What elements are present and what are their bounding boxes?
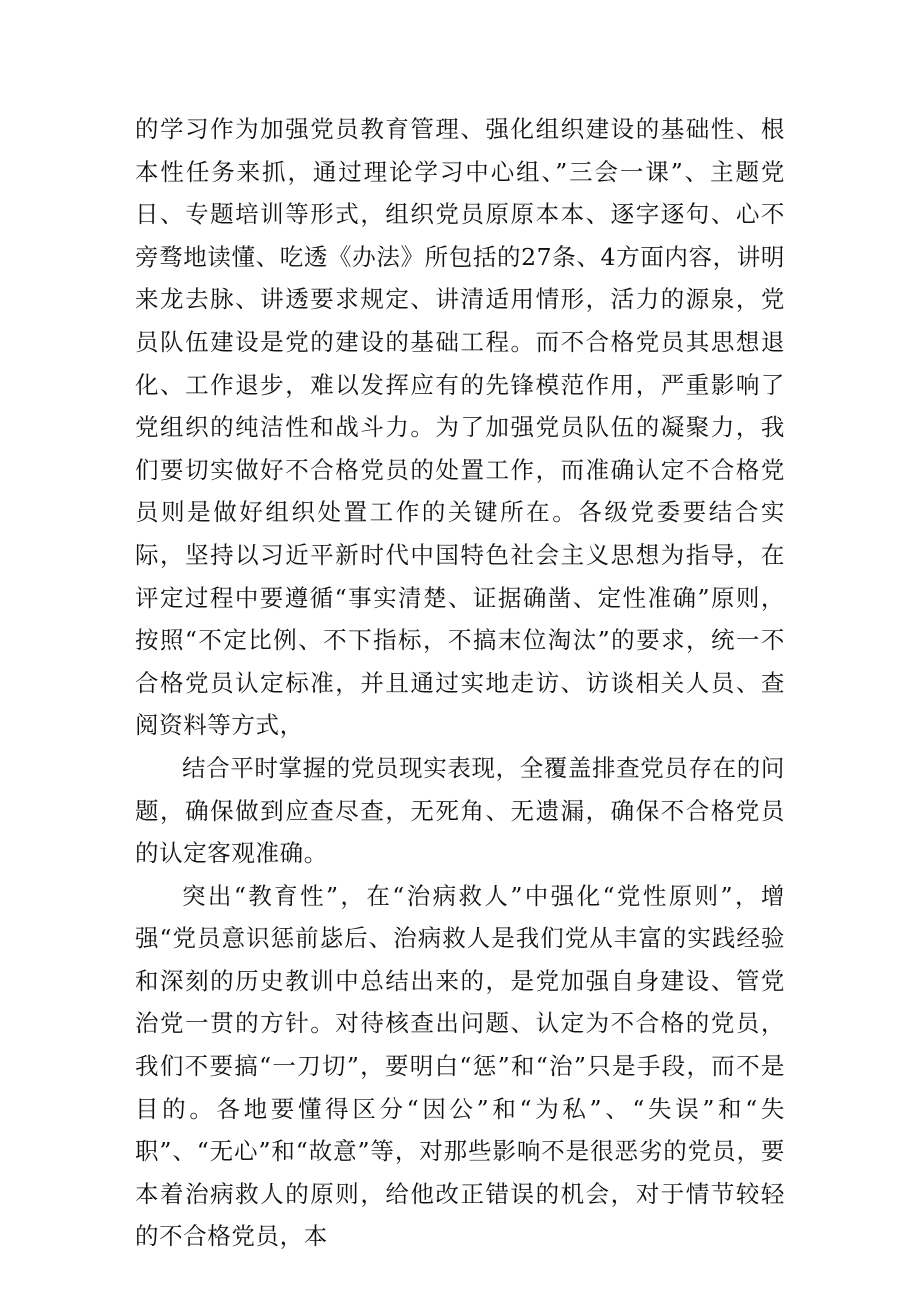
paragraph-education: 突出“教育性”，在“治病救人”中强化“党性原则”，增强“党员意识惩前毖后、治病救人是我们党从丰富的实践经验和深刻的历史教训中总结出来的，是党加强自身建设、管党治党一贯的方针。对待核查出问题、认定为不合格的党员，我们不要搞“一刀切”，要明白“惩”和“治”只是手段，而不是目的。各地要懂得区分“因公”和“为私”、“失误”和“失职”、“无心”和“故意”等，对那些影响不是很恶劣的党员，要本着治病救人的原则，给他改正错误的机会，对于情节较轻的不合格党员，本	[135, 881, 785, 1251]
document-body	[135, 108, 785, 1258]
paragraph-continuation: 的学习作为加强党员教育管理、强化组织建设的基础性、根本性任务来抓，通过理论学习中心组、”三会一课”、主题党日、专题培训等形式，组织党员原原本本、逐字逐句、心不旁骛地读懂、吃透《办法》所包括的27条、4方面内容，讲明来龙去脉、讲透要求规定、讲清适用情形，活力的源泉，党员队伍建设是党的建设的基础工程。而不合格党员其思想退化、工作退步，难以发挥应有的先锋模范作用，严重影响了党组织的纯洁性和战斗力。为了加强党员队伍的凝聚力，我们要切实做好不合格党员的处置工作，而准确认定不合格党员则是做好组织处置工作的关键所在。各级党委要结合实际，坚持以习近平新时代中国特色社会主义思想为指导，在评定过程中要遵循“事实清楚、证据确凿、定性准确”原则，按照“不定比例、不下指标，不搞末位淘汰”的要求，统一不合格党员认定标准，并且通过实地走访、访谈相关人员、查阅资料等方式，	[135, 115, 785, 740]
paragraph-screening: 结合平时掌握的党员现实表现，全覆盖排查党员存在的问题，确保做到应查尽查，无死角、无遗漏，确保不合格党员的认定客观准确。	[135, 753, 785, 868]
